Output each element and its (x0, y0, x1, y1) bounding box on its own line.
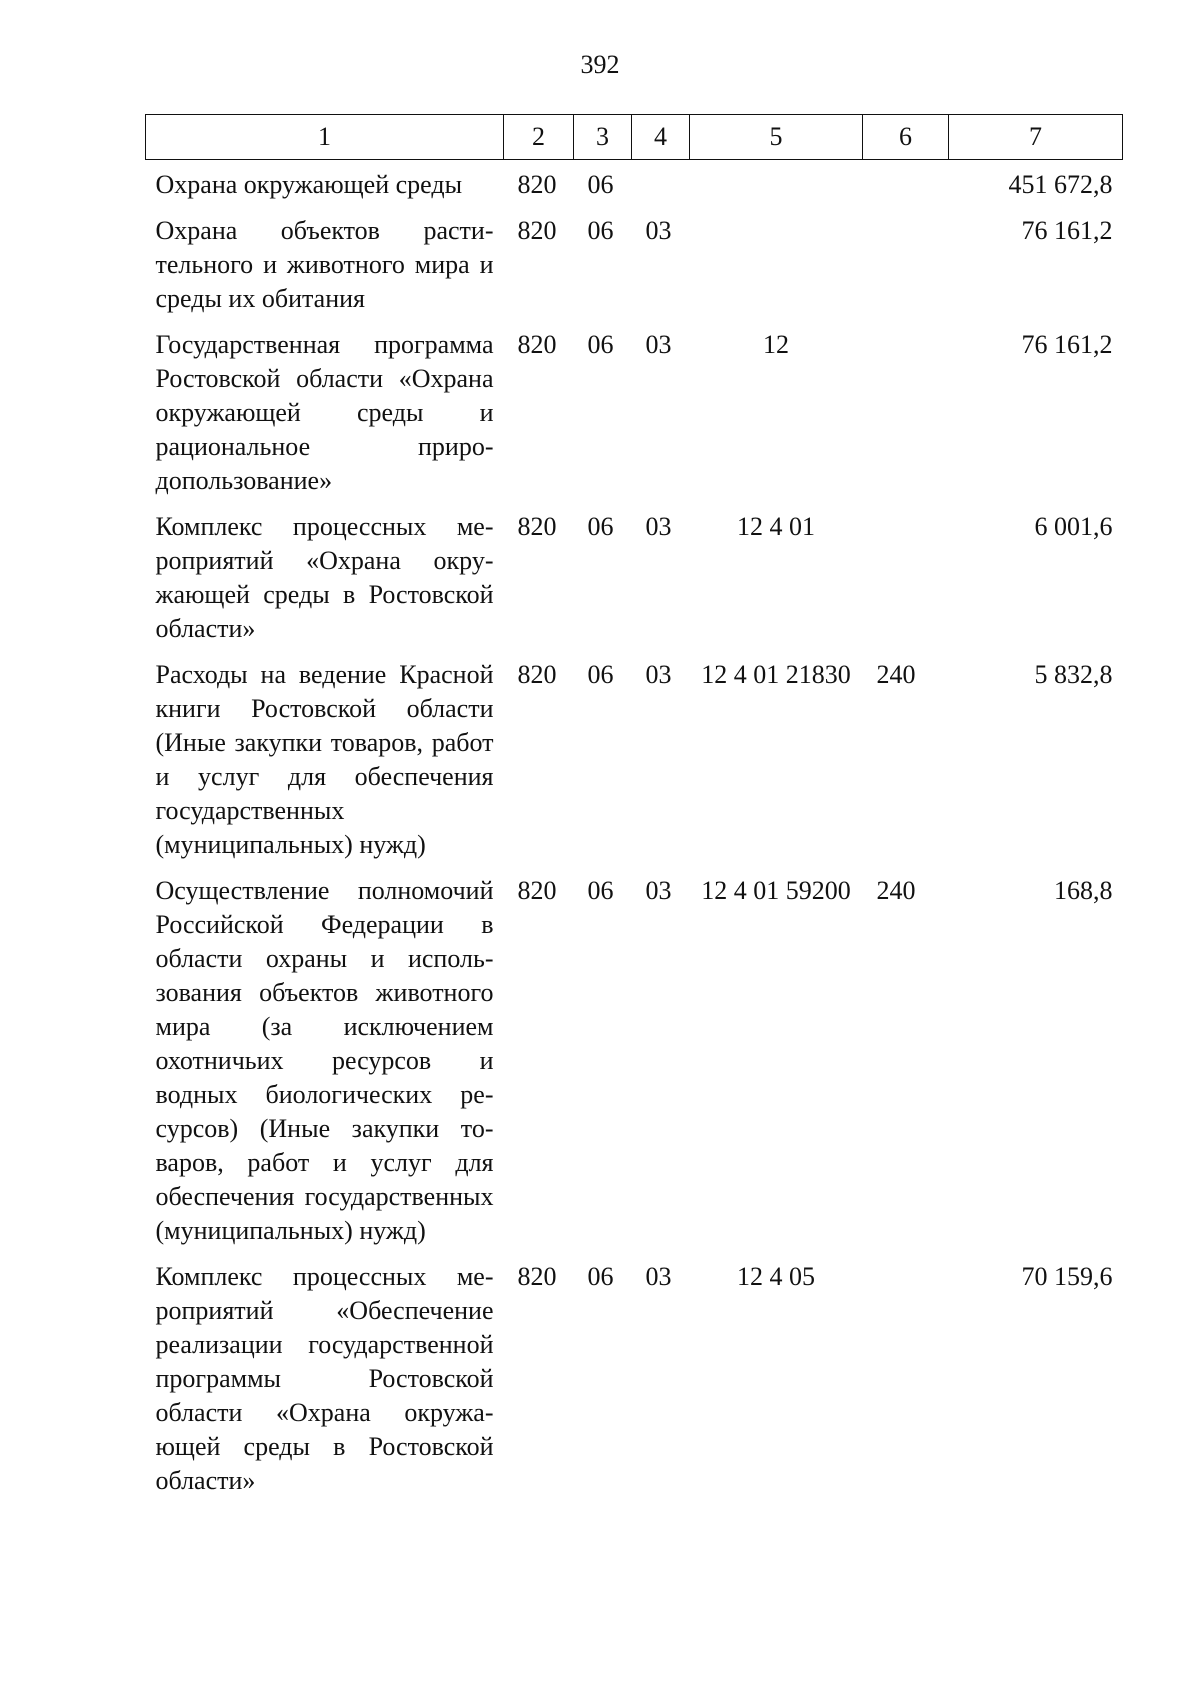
row-subsection-code: 03 (645, 660, 672, 689)
row-name: Расходы на ведение Красной книги Ростовской области (Иные закупки товаров, работ и услуг для обеспечения государственных (муниципальных) нужд) (155, 660, 494, 859)
row-target-code: 12 (763, 330, 789, 359)
row-expense-type (863, 328, 949, 510)
row-name: Охрана объектов растительного и животного мира и среды их обитания (155, 216, 494, 313)
table-row (146, 658, 1123, 874)
row-section-code: 06 (587, 876, 614, 905)
table-row (146, 214, 1123, 328)
row-subsection-code: 03 (645, 1262, 672, 1291)
row-expense-type: 240 (876, 876, 916, 905)
row-amount: 451 672,8 (1008, 170, 1113, 199)
row-name: Комплекс процессных мероприятий «Обеспечение реализации государственной программы Ростовской области «Охрана окружающей среды в Ростовской области» (155, 1262, 494, 1495)
row-ministry-code: 820 (517, 660, 557, 689)
row-ministry-code: 820 (517, 216, 557, 245)
row-section-code: 06 (587, 330, 614, 359)
row-section-code: 06 (587, 1262, 614, 1291)
row-expense-type (863, 160, 949, 215)
row-section-code: 06 (587, 216, 614, 245)
row-target-code: 12 4 01 (737, 512, 815, 541)
header-col-1: 1 (146, 115, 504, 160)
table-row (146, 1260, 1123, 1510)
table-row (146, 328, 1123, 510)
row-name: Осуществление полномочий Российской Федерации в области охраны и использования объектов животного мира (за исключением охотничьих ресурсов и водных биологических ресурсов) (Иные закупки товаров, работ и услуг для обеспечения государственных (муниципальных) нужд) (155, 876, 494, 1245)
page-number: 392 (580, 50, 620, 79)
row-ministry-code: 820 (517, 330, 557, 359)
row-name: Охрана окружающей среды (155, 170, 463, 199)
row-section-code: 06 (587, 660, 614, 689)
row-expense-type (863, 214, 949, 328)
row-amount: 6 001,6 (1034, 512, 1113, 541)
row-expense-type: 240 (876, 660, 916, 689)
header-col-7: 7 (949, 115, 1123, 160)
row-ministry-code: 820 (517, 1262, 557, 1291)
header-col-2: 2 (504, 115, 574, 160)
row-subsection-code: 03 (645, 330, 672, 359)
header-col-6: 6 (863, 115, 949, 160)
row-name: Комплекс процессных мероприятий «Охрана окружающей среды в Ростовской области» (155, 512, 494, 643)
row-amount: 5 832,8 (1034, 660, 1113, 689)
row-subsection-code: 03 (645, 876, 672, 905)
table-row (146, 510, 1123, 658)
row-expense-type (863, 510, 949, 658)
row-section-code: 06 (587, 170, 614, 199)
row-amount: 168,8 (1054, 876, 1113, 905)
row-amount: 76 161,2 (1021, 216, 1113, 245)
table-row (146, 160, 1123, 215)
header-col-3: 3 (574, 115, 632, 160)
row-amount: 70 159,6 (1021, 1262, 1113, 1291)
row-target-code (690, 214, 863, 328)
table-header (146, 115, 1123, 160)
row-subsection-code (632, 160, 690, 215)
budget-table (145, 114, 1123, 1510)
row-subsection-code: 03 (645, 216, 672, 245)
table-row (146, 874, 1123, 1260)
row-target-code: 12 4 05 (737, 1262, 815, 1291)
row-target-code: 12 4 01 21830 (701, 660, 851, 689)
header-col-4: 4 (632, 115, 690, 160)
row-ministry-code: 820 (517, 512, 557, 541)
row-amount: 76 161,2 (1021, 330, 1113, 359)
row-name: Государственная программа Ростовской области «Охрана окружающей среды и рациональное природопользование» (155, 330, 494, 495)
row-section-code: 06 (587, 512, 614, 541)
row-target-code: 12 4 01 59200 (701, 876, 851, 905)
row-subsection-code: 03 (645, 512, 672, 541)
row-target-code (690, 160, 863, 215)
row-ministry-code: 820 (517, 876, 557, 905)
row-ministry-code: 820 (517, 170, 557, 199)
row-expense-type (863, 1260, 949, 1510)
header-col-5: 5 (690, 115, 863, 160)
